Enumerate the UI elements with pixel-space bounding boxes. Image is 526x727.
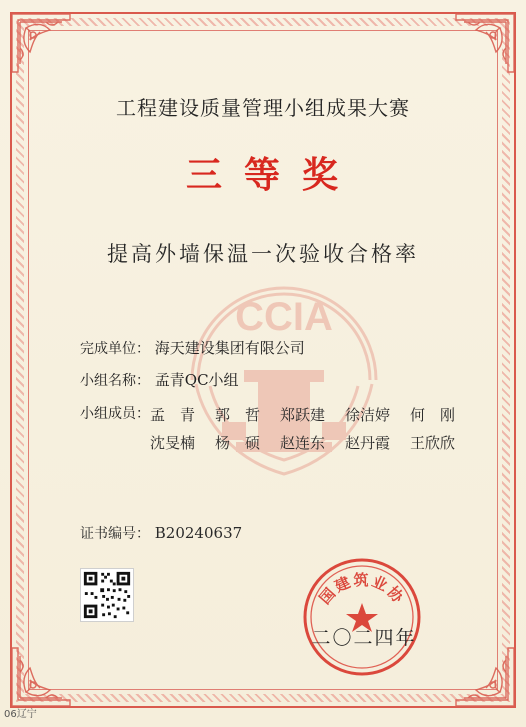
ornament-icon xyxy=(454,12,516,74)
members-grid xyxy=(150,401,456,457)
certificate-number-label: 证书编号： xyxy=(80,526,150,542)
team-value: 孟青QC小组 xyxy=(154,371,239,389)
unit-label: 完成单位： xyxy=(80,341,150,357)
members-label: 小组成员： xyxy=(80,406,150,422)
ornament-icon xyxy=(10,12,72,74)
certificate-number-row xyxy=(80,523,242,543)
member-name: 王欣欣 xyxy=(410,434,456,452)
competition-title: 工程建设质量管理小组成果大赛 xyxy=(116,96,410,120)
award-title: 三等奖 xyxy=(185,154,360,196)
member-name: 沈旻楠 xyxy=(150,434,196,452)
qr-code-icon xyxy=(80,568,134,622)
project-title: 提高外墙保温一次验收合格率 xyxy=(107,242,419,266)
member-name: 徐洁婷 xyxy=(345,406,391,424)
team-row xyxy=(80,369,239,390)
issue-date: 二〇二四年 xyxy=(311,627,417,649)
ornament-icon xyxy=(454,646,516,708)
footnote: 06辽宁 xyxy=(4,709,37,720)
member-name: 孟 青 xyxy=(150,406,196,424)
certificate-number-value: B20240637 xyxy=(154,524,243,542)
watermark-text: CCIA xyxy=(235,295,333,339)
team-label: 小组名称： xyxy=(80,373,150,389)
member-name: 赵连东 xyxy=(280,434,326,452)
member-name: 何 刚 xyxy=(410,406,456,424)
seal-icon xyxy=(300,555,424,679)
member-name: 赵丹霞 xyxy=(345,434,391,452)
member-row xyxy=(150,401,456,429)
members-row xyxy=(80,403,150,423)
member-name: 郭 哲 xyxy=(215,406,261,424)
member-name: 郑跃建 xyxy=(280,406,326,424)
unit-row xyxy=(80,337,305,358)
member-row xyxy=(150,429,456,457)
member-name: 杨 硕 xyxy=(215,434,261,452)
seal-text: 国建筑业协 xyxy=(316,572,408,608)
unit-value: 海天建设集团有限公司 xyxy=(154,339,305,357)
ornament-icon xyxy=(10,646,72,708)
